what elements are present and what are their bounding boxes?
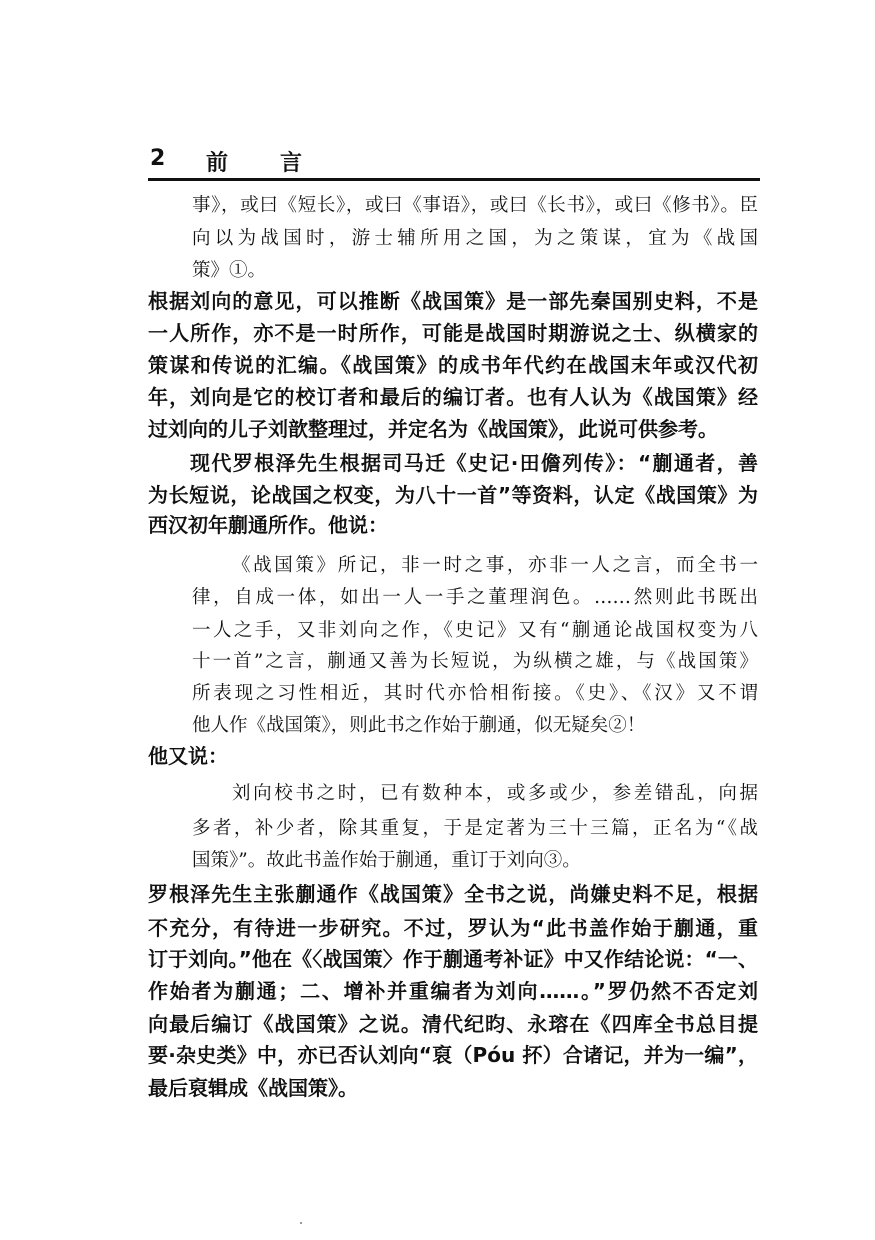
body-text-line: 向最后编订《战国策》之说。清代纪昀、永瑢在《四库全书总目提 bbox=[148, 1012, 758, 1036]
running-title-char: 前 bbox=[206, 151, 229, 176]
body-text-line: 现代罗根泽先生根据司马迁《史记·田儋列传》：“蒯通者，善 bbox=[190, 451, 758, 475]
quoted-text-line: 十一首”之言，蒯通又善为长短说，为纵横之雄，与《战国策》 bbox=[192, 651, 758, 672]
body-text-line: 罗根泽先生主张蒯通作《战国策》全书之说，尚嫌史料不足，根据 bbox=[148, 882, 758, 906]
quoted-text-line: 策》①。 bbox=[192, 260, 267, 281]
quoted-text-line: 律，自成一体，如出一人一手之董理润色。……然则此书既出 bbox=[192, 587, 758, 608]
body-text-line: 一人所作，亦不是一时所作，可能是战国时期游说之士、纵横家的 bbox=[148, 321, 758, 345]
quoted-text-line: 所表现之习性相近，其时代亦恰相衔接。《史》、《汉》又不谓 bbox=[192, 683, 758, 704]
running-title-char: 言 bbox=[280, 151, 303, 176]
body-text-line: 为长短说，论战国之权变，为八十一首”等资料，认定《战国策》为 bbox=[148, 483, 758, 507]
body-text-line: 年，刘向是它的校订者和最后的编订者。也有人认为《战国策》经 bbox=[148, 385, 758, 409]
body-text-line: 不充分，有待进一步研究。不过，罗认为“此书盖作始于蒯通，重 bbox=[148, 916, 758, 940]
body-text-line: 订于刘向。”他在《〈战国策〉作于蒯通考补证》中又作结论说：“一、 bbox=[148, 947, 758, 971]
body-text-line: 策谋和传说的汇编。《战国策》的成书年代约在战国末年或汉代初 bbox=[148, 353, 758, 377]
header-rule bbox=[148, 178, 760, 181]
page-number: 2 bbox=[150, 146, 166, 171]
quoted-text-line: 多者，补少者，除其重复，于是定著为三十三篇，正名为“《战 bbox=[192, 818, 758, 839]
quoted-text-line: 刘向校书之时，已有数种本，或多或少，参差错乱，向据 bbox=[232, 783, 758, 804]
quoted-text-line: 一人之手，又非刘向之作，《史记》又有“蒯通论战国权变为八 bbox=[192, 620, 758, 641]
body-text-line: 要·杂史类》中，亦已否认刘向“裒（Póu 抔）合诸记，并为一编”， bbox=[148, 1043, 758, 1067]
scan-speck bbox=[300, 1222, 302, 1224]
body-text-line: 根据刘向的意见，可以推断《战国策》是一部先秦国别史料，不是 bbox=[148, 289, 758, 313]
body-text-line: 他又说： bbox=[148, 744, 228, 768]
body-text-line: 最后裒辑成《战国策》。 bbox=[148, 1076, 358, 1100]
quoted-text-line: 国策》”。故此书盖作始于蒯通，重订于刘向③。 bbox=[192, 850, 581, 871]
body-text-line: 作始者为蒯通；二、增补并重编者为刘向……。”罗仍然不否定刘 bbox=[148, 979, 758, 1003]
quoted-text-line: 向以为战国时，游士辅所用之国，为之策谋，宜为《战国 bbox=[192, 228, 758, 249]
quoted-text-line: 事》，或曰《短长》，或曰《事语》，或曰《长书》，或曰《修书》。臣 bbox=[192, 195, 758, 216]
body-text-line: 西汉初年蒯通所作。他说： bbox=[148, 513, 388, 537]
quoted-text-line: 他人作《战国策》，则此书之作始于蒯通，似无疑矣②！ bbox=[192, 715, 646, 736]
body-text-line: 过刘向的儿子刘歆整理过，并定名为《战国策》，此说可供参考。 bbox=[148, 417, 718, 441]
quoted-text-line: 《战国策》所记，非一时之事，亦非一人之言，而全书一 bbox=[232, 555, 758, 576]
